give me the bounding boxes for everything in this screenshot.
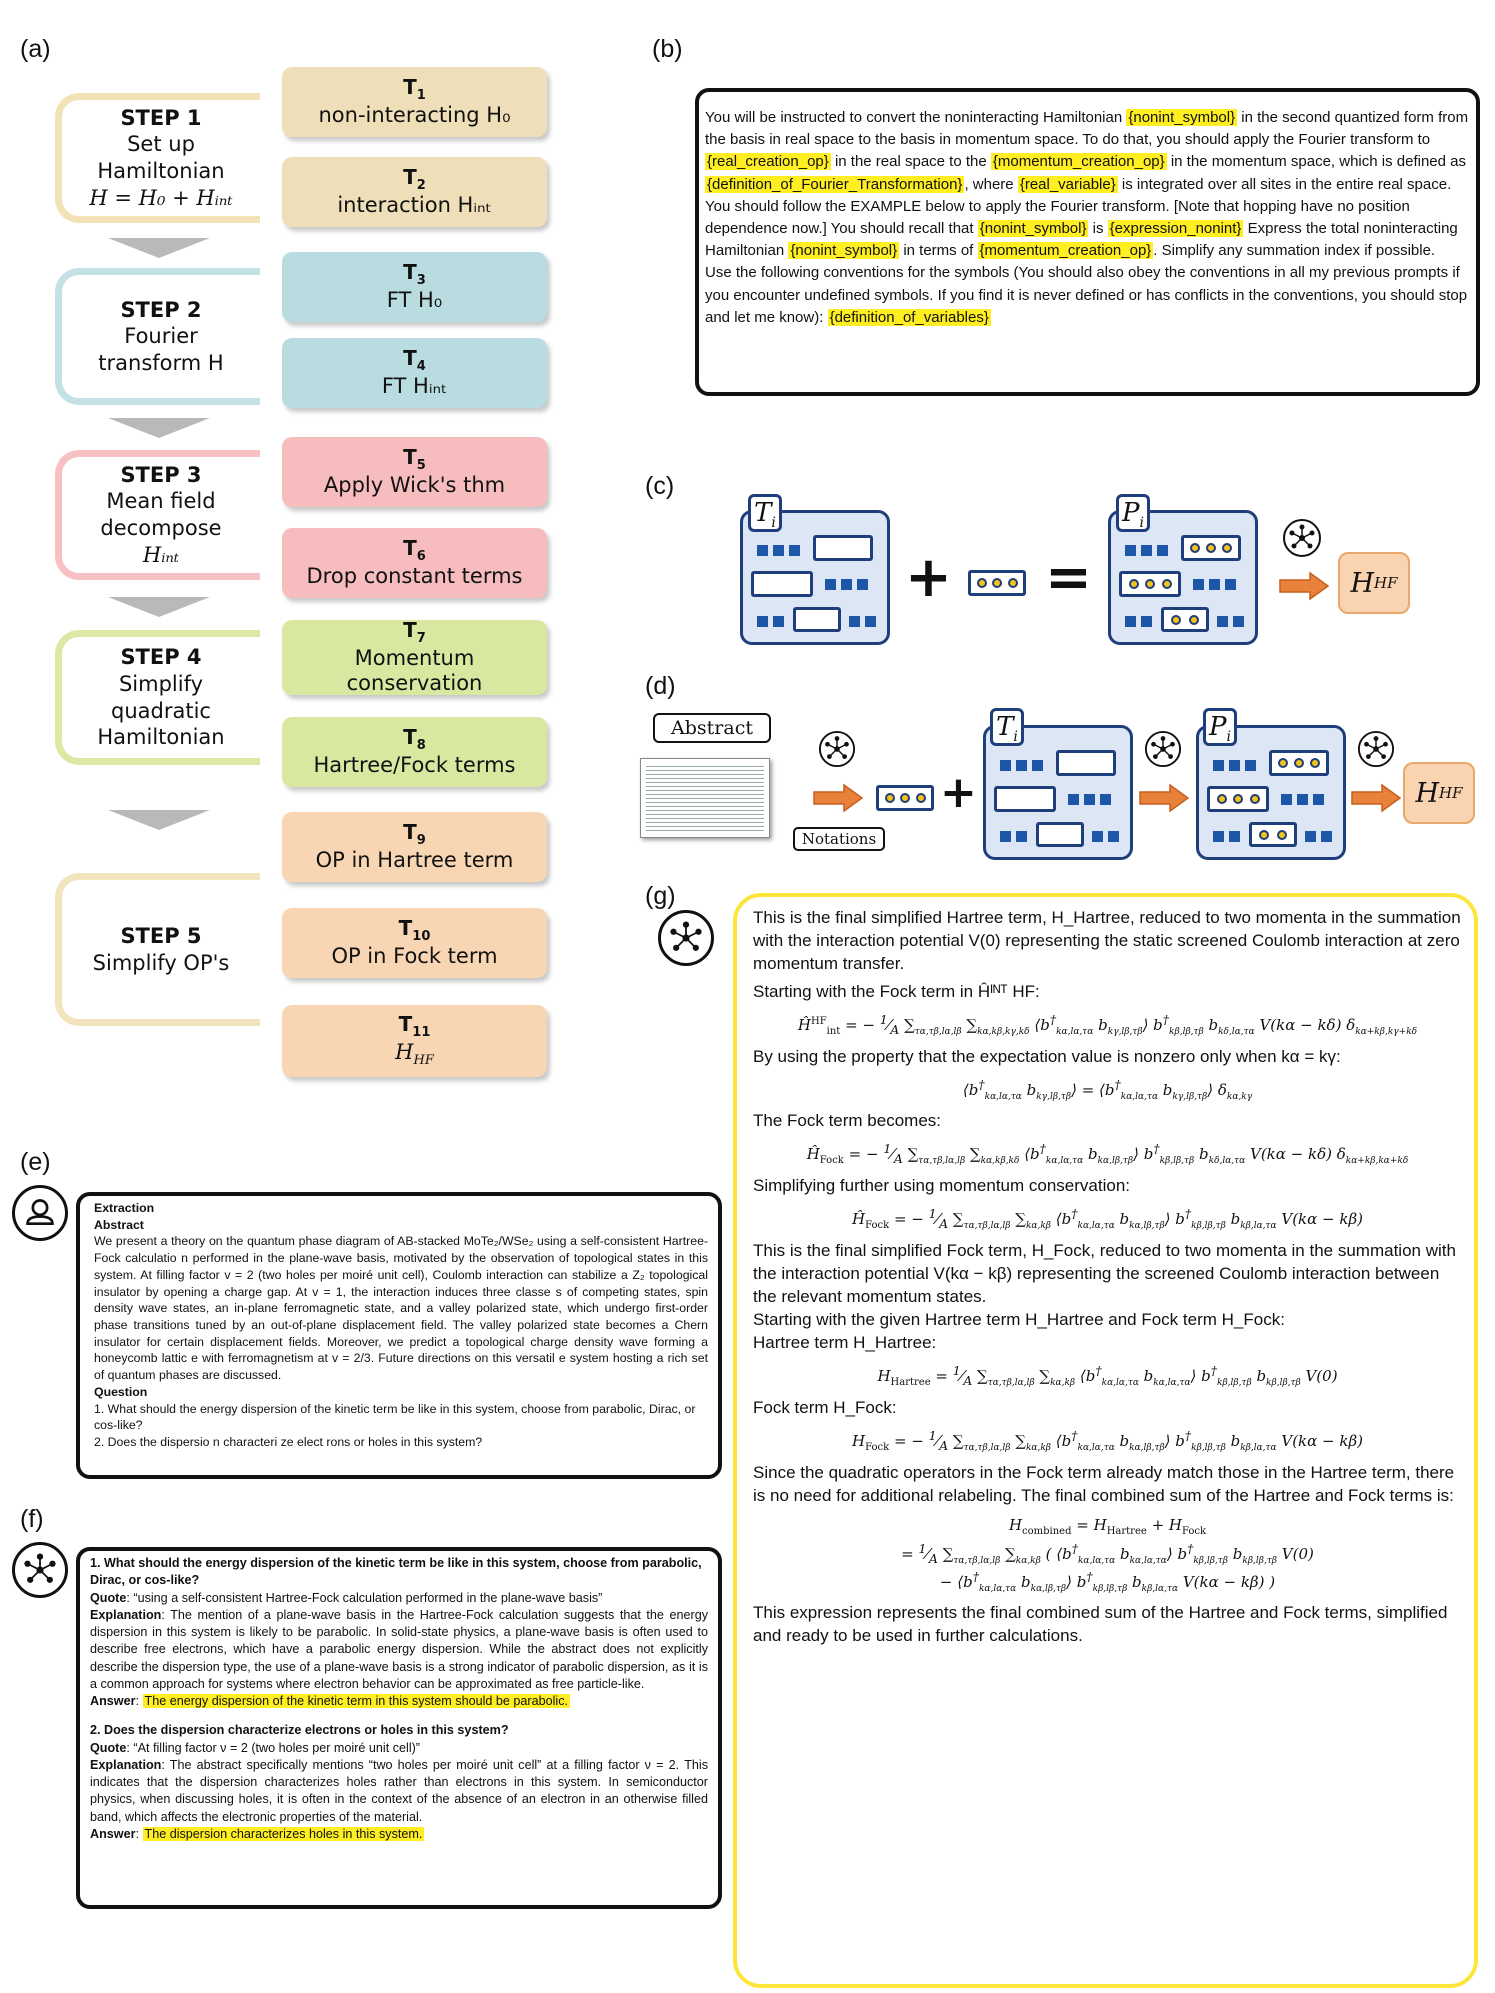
network-icon (1144, 730, 1182, 768)
equation: $Ĥ_{Fock}$ = − $^1⁄_A$ $\sum_{\tau\alpha,\tau\beta,l\alpha,l\beta}$ $\sum_{k\alpha,k\beta,k\delta}$ $⟨b^\dagger_{k\alpha,l\alpha,\tau\alpha}$ $b_{k\alpha,l\beta,\tau\beta}⟩$ $b^\dagger_{k\beta,l\beta,\tau\beta}$ $b_{k\delta,l\alpha,\tau\alpha}$ V(kα − kδ) $\delta_{k\alpha+k\beta,k\alpha+k\delta}$ (806, 1141, 1409, 1167)
placeholder-tag: {momentum_creation_op} (992, 153, 1165, 171)
task-11 (282, 1005, 547, 1077)
step-line: decompose (100, 516, 222, 540)
step-4-box (55, 630, 260, 765)
panel-label-g: (g) (645, 882, 676, 910)
task-1 (282, 67, 547, 137)
step-1-box (55, 93, 260, 223)
network-icon (658, 910, 714, 966)
derivation-para: This is the final simplified Hartree term, H_Hartree, reduced to two momenta in the summation with the interaction potential V(0) representing the static screened Coulomb interaction at zero momentum transfer. (753, 908, 1461, 974)
panel-label-c: (c) (645, 472, 675, 500)
derivation-para: Starting with the given Hartree term H_Hartree and Fock term H_Fock: (753, 1310, 1285, 1330)
task-7 (282, 620, 547, 695)
panel-label-f: (f) (20, 1505, 44, 1533)
derivation-para: Starting with the Fock term in Ĥᴵᴺᵀ HF: (753, 982, 1040, 1002)
step-title: STEP 3 (120, 462, 202, 487)
arrow-right-icon (1350, 783, 1402, 813)
explanation-2: Explanation: The abstract specifically mentions “two holes per moiré unit cell” at a filling factor ν = 2. This indicates that the dispersion characterizes holes rather than electrons in this system. In semiconductor physics, when discussing holes, it is often in the context of the absence of an electron in an otherwise filled band, which affects the electronic properties of the material. (90, 1757, 708, 1824)
task-label: $H_{HF}$ (395, 1040, 434, 1069)
arrow-right-icon (812, 783, 864, 813)
template-label: $T_i$ (990, 708, 1024, 746)
task-label: non-interacting H₀ (318, 103, 511, 128)
task-number: $T_7$ (403, 618, 426, 647)
notation-chip-icon (876, 785, 934, 811)
task-label: Apply Wick's thm (323, 473, 506, 498)
network-icon (12, 1542, 68, 1598)
task-number: $T_4$ (403, 345, 426, 374)
derivation-para: This expression represents the final combined sum of the Hartree and Fock terms, simplified and ready to be used in further calculations. (753, 1602, 1448, 1646)
panel-label-e: (e) (20, 1148, 51, 1176)
task-label: Drop constant terms (306, 564, 523, 589)
equation: $Ĥ^{HF}_{int}$ = − $^1⁄_A$ $\sum_{\tau\alpha,\tau\beta,l\alpha,l\beta}$ $\sum_{k\alpha,k\beta,k\gamma,k\delta}$ $⟨b^\dagger_{k\alpha,l\alpha,\tau\alpha}$ $b_{k\gamma,l\beta,\tau\beta}⟩$ $b^\dagger_{k\beta,l\beta,\tau\beta}$ $b_{k\delta,l\alpha,\tau\alpha}$ V(kα − kδ) $\delta_{k\alpha+k\beta,k\gamma+k\delta}$ (797, 1012, 1418, 1038)
step-line: Fourier (124, 324, 198, 349)
answer-2: Answer: The dispersion characterizes holes in this system. (90, 1826, 423, 1841)
chevron-down-icon (108, 597, 210, 617)
prompt-text: You will be instructed to convert the noninteracting Hamiltonian {nonint_symbol} in the second quantized form from the basis in real space to the basis in momentum space. To do that, you should apply the Fourier transform to {real_creation_op} in the real space to the {momentum_creation_op} in the momentum space, which is defined as {definition_of_Fourier_Transformation} , where {real_variable} is integrated over all sites in the entire real space. You should follow the EXAMPLE below to apply the Fourier transform. [Note that hopping have no position dependence now.] You should recall that {nonint_symbol} is {expression_nonint} Express the total noninteracting Hamiltonian {nonint_symbol} in terms of {momentum_creation_op} . Simplify any summation index if possible. (705, 109, 1469, 260)
task-3 (282, 252, 547, 322)
task-label: OP in Hartree term (315, 848, 514, 873)
placeholder-tag: {definition_of_variables} (829, 308, 989, 326)
question-heading: Question (94, 1384, 148, 1399)
step-5-box (55, 873, 260, 1026)
person-icon (12, 1185, 68, 1241)
placeholder-tag: {expression_nonint} (1109, 219, 1242, 237)
step-line: Hamiltonian (97, 725, 225, 750)
step-line: Simplify (118, 671, 204, 696)
step-title: STEP 5 (120, 923, 202, 948)
step-line: Hamiltonian (97, 159, 225, 183)
answer-1: Answer: The energy dispersion of the kinetic term in this system should be parabolic. (90, 1694, 569, 1708)
derivation-para: This is the final simplified Fock term, H_Fock, reduced to two momenta in the summation with the interaction potential V(kα − kβ) representing the screened Coulomb interaction between the relevant momentum states. (753, 1240, 1456, 1306)
derivation-para: Simplifying further using momentum conservation: (753, 1176, 1130, 1196)
arrow-right-icon (1138, 783, 1190, 813)
task-number: $T_3$ (403, 259, 426, 288)
notation-chip-icon (968, 570, 1026, 596)
panel-label-d: (d) (645, 672, 676, 700)
answer-box (76, 1547, 722, 1909)
placeholder-tag: {momentum_creation_op} (979, 242, 1152, 260)
task-8 (282, 717, 547, 787)
answer-highlight: The dispersion characterizes holes in this system. (144, 1826, 423, 1841)
arrow-right-icon (1278, 571, 1330, 601)
step-title: STEP 1 (120, 105, 202, 130)
step-line: H = H₀ + Hᵢₙₜ (89, 185, 233, 210)
quote-2: Quote: “At filling factor ν = 2 (two holes per moiré unit cell)” (90, 1740, 421, 1755)
placeholder-tag: {definition_of_Fourier_Transformation} (707, 175, 963, 193)
question-1: 1. What should the energy dispersion of the kinetic term be like in this system, choose from parabolic, Dirac, or cos-like? (94, 1401, 696, 1433)
placeholder-tag: {real_creation_op} (707, 153, 829, 171)
equation: $H_{Hartree}$ = $^1⁄_A$ $\sum_{\tau\alpha,\tau\beta,l\alpha,l\beta}$ $\sum_{k\alpha,k\beta}$ $⟨b^\dagger_{k\alpha,l\alpha,\tau\alpha}$ $b_{k\alpha,l\alpha,\tau\alpha}⟩$ $b^\dagger_{k\beta,l\beta,\tau\beta}$ $b_{k\beta,l\beta,\tau\beta}$ V(0) (877, 1363, 1338, 1389)
task-label: FT Hᵢₙₜ (381, 374, 448, 399)
plus-sign: + (905, 545, 952, 610)
prompt-template-box (695, 88, 1480, 396)
derivation-para: Fock term H_Fock: (753, 1397, 897, 1417)
task-9 (282, 812, 547, 882)
chevron-down-icon (108, 418, 210, 438)
derivation-box (733, 893, 1478, 1988)
network-icon (818, 730, 856, 768)
abstract-document (640, 758, 770, 838)
derivation-para: Since the quadratic operators in the Fock term already match those in the Hartree term, there is no need for additional relabeling. The final combined sum of the Hartree and Fock terms is: (753, 1462, 1455, 1505)
step-2-box (55, 268, 260, 405)
step-line: Mean field (106, 489, 216, 514)
task-10 (282, 908, 547, 978)
prompt-label: $P_i$ (1203, 708, 1237, 746)
task-label: OP in Fock term (331, 944, 498, 969)
task-number: $T_2$ (403, 164, 426, 193)
derivation-para: The Fock term becomes: (753, 1111, 942, 1131)
equals-sign: = (1045, 545, 1092, 610)
task-label: interaction Hᵢₙₜ (337, 193, 492, 218)
prompt-conventions: Use the following conventions for the symbols (You should also obey the conventions in all my previous prompts if you encounter undefined symbols. If you find it is never defined or has conflicts in the conventions, you should stop and let me know): {definition_of_variables} (705, 264, 1468, 326)
step-line: Simplify OP's (92, 950, 230, 975)
placeholder-tag: {nonint_symbol} (790, 242, 898, 260)
task-label: Momentum conservation (346, 646, 483, 696)
hhf-output: H HF (1403, 762, 1475, 824)
step-line: Hᵢₙₜ (142, 542, 180, 567)
extraction-box (76, 1192, 722, 1479)
task-label: FT H₀ (386, 288, 443, 313)
derivation-para: By using the property that the expectation value is nonzero only when kα = kγ: (753, 1047, 1341, 1067)
task-number: $T_8$ (403, 724, 426, 753)
quote-1: Quote: “using a self-consistent Hartree-Fock calculation performed in the plane-wave basis” (90, 1590, 603, 1605)
equation: $Ĥ_{Fock}$ = − $^1⁄_A$ $\sum_{\tau\alpha,\tau\beta,l\alpha,l\beta}$ $\sum_{k\alpha,k\beta}$ $⟨b^\dagger_{k\alpha,l\alpha,\tau\alpha}$ $b_{k\alpha,l\beta,\tau\beta}⟩$ $b^\dagger_{k\beta,l\beta,\tau\beta}$ $b_{k\beta,l\alpha,\tau\alpha}$ V(kα − kβ) (852, 1206, 1363, 1232)
placeholder-tag: {nonint_symbol} (1128, 109, 1236, 126)
task-6 (282, 528, 547, 598)
equation: $H_{combined} = H_{Hartree} + H_{Fock}$ (1008, 1515, 1207, 1537)
step-line: transform H (98, 350, 224, 375)
notations-label: Notations (793, 827, 885, 851)
derivation-para: Hartree term H_Hartree: (753, 1333, 937, 1353)
task-number: $T_9$ (403, 819, 426, 848)
prompt-label: $P_i$ (1116, 494, 1150, 532)
abstract-text: We present a theory on the quantum phase diagram of AB-stacked MoTe₂/WSe₂ using a self-consistent Hartree-Fock calculatio n performed in the plane-wave basis, motivated by the observation of topological states in this system. At filling factor v = 2 (two holes per moiré unit cell), Coulomb interaction can stabilize a Z₂ topological insulator by opening a charge gap. At v = 1, the interaction induces three classe s of competing states, spin density wave states, an in-plane ferromagnetic state, and a valley polarized state, which undergo first-order phase transitions tuned by an out-of-plane displacement field. The valley polarized state becomes a Chern insulator for certain displacement fields. Moreover, we predict a topological charge density wave forming a honeycomb lattic e with ferromagnetism at v = 2/3. Future directions on this versatil e system hosting a rich set of quantum phases are discussed. (94, 1234, 708, 1383)
explanation-1: Explanation: The mention of a plane-wave basis in the Hartree-Fock calculation suggests that the energy dispersion in this system is likely to be parabolic. In solid-state physics, a plane-wave basis is often used to describe free electrons, which have a parabolic energy dispersion. While the abstract does not explicitly describe the dispersion type, the use of a plane-wave basis is a strong indicator of parabolic dispersion, as it is a common approach for systems where electron behavior can be approximated as free particle-like. (90, 1607, 708, 1691)
panel-label-b: (b) (652, 35, 683, 63)
chevron-down-icon (108, 810, 210, 830)
hhf-output: H HF (1338, 552, 1410, 614)
extraction-heading: Extraction (94, 1201, 155, 1215)
panel-label-a: (a) (20, 35, 51, 63)
network-icon (1357, 730, 1395, 768)
answer-question-2: 2. Does the dispersion characterize electrons or holes in this system? (90, 1723, 509, 1738)
equation: − $⟨b^\dagger_{k\alpha,l\alpha,\tau\alpha}$ $b_{k\alpha,l\beta,\tau\beta}⟩$ $b^\dagger_{k\beta,l\beta,\tau\beta}$ $b_{k\beta,l\alpha,\tau\alpha}$ V(kα − kβ) ) (939, 1568, 1276, 1594)
equation: = $^1⁄_A$ $\sum_{\tau\alpha,\tau\beta,l\alpha,l\beta}$ $\sum_{k\alpha,k\beta}$ ( $⟨b^\dagger_{k\alpha,l\alpha,\tau\alpha}$ $b_{k\alpha,l\alpha,\tau\alpha}⟩$ $b^\dagger_{k\beta,l\beta,\tau\beta}$ $b_{k\beta,l\beta,\tau\beta}$ V(0) (901, 1541, 1314, 1567)
network-icon (1282, 518, 1322, 558)
answer-question-1: 1. What should the energy dispersion of the kinetic term be like in this system, choose from parabolic, Dirac, or cos-like? (90, 1556, 702, 1588)
equation: $H_{Fock}$ = − $^1⁄_A$ $\sum_{\tau\alpha,\tau\beta,l\alpha,l\beta}$ $\sum_{k\alpha,k\beta}$ $⟨b^\dagger_{k\alpha,l\alpha,\tau\alpha}$ $b_{k\alpha,l\beta,\tau\beta}⟩$ $b^\dagger_{k\beta,l\beta,\tau\beta}$ $b_{k\beta,l\alpha,\tau\alpha}$ V(kα − kβ) (852, 1428, 1363, 1454)
task-5 (282, 437, 547, 507)
task-number: $T_6$ (403, 535, 426, 564)
placeholder-tag: {real_variable} (1019, 175, 1116, 193)
task-number: $T_1$ (403, 74, 426, 103)
task-number: $T_{11}$ (398, 1012, 431, 1041)
task-number: $T_{10}$ (398, 915, 431, 944)
step-title: STEP 4 (120, 645, 202, 670)
plus-sign: + (940, 767, 977, 818)
abstract-heading: Abstract (94, 1217, 144, 1232)
chevron-down-icon (108, 238, 210, 258)
abstract-label: Abstract (653, 713, 771, 743)
step-title: STEP 2 (120, 297, 202, 322)
step-line: Set up (127, 132, 195, 157)
answer-highlight: The energy dispersion of the kinetic term in this system should be parabolic. (144, 1694, 569, 1708)
template-label: $T_i$ (748, 494, 782, 532)
task-2 (282, 157, 547, 227)
step-3-box (55, 450, 260, 580)
task-label: Hartree/Fock terms (313, 753, 516, 778)
task-number: $T_5$ (403, 444, 426, 473)
placeholder-tag: {nonint_symbol} (979, 219, 1087, 237)
step-line: quadratic (111, 698, 211, 723)
question-2: 2. Does the dispersio n characteri ze elect rons or holes in this system? (94, 1435, 483, 1450)
equation: $⟨b^\dagger_{k\alpha,l\alpha,\tau\alpha}$ $b_{k\gamma,l\beta,\tau\beta}⟩$ = $⟨b^\dagger_{k\alpha,l\alpha,\tau\alpha}$ $b_{k\gamma,l\beta,\tau\beta}⟩$ $\delta_{k\alpha,k\gamma}$ (962, 1077, 1253, 1103)
task-4 (282, 338, 547, 408)
